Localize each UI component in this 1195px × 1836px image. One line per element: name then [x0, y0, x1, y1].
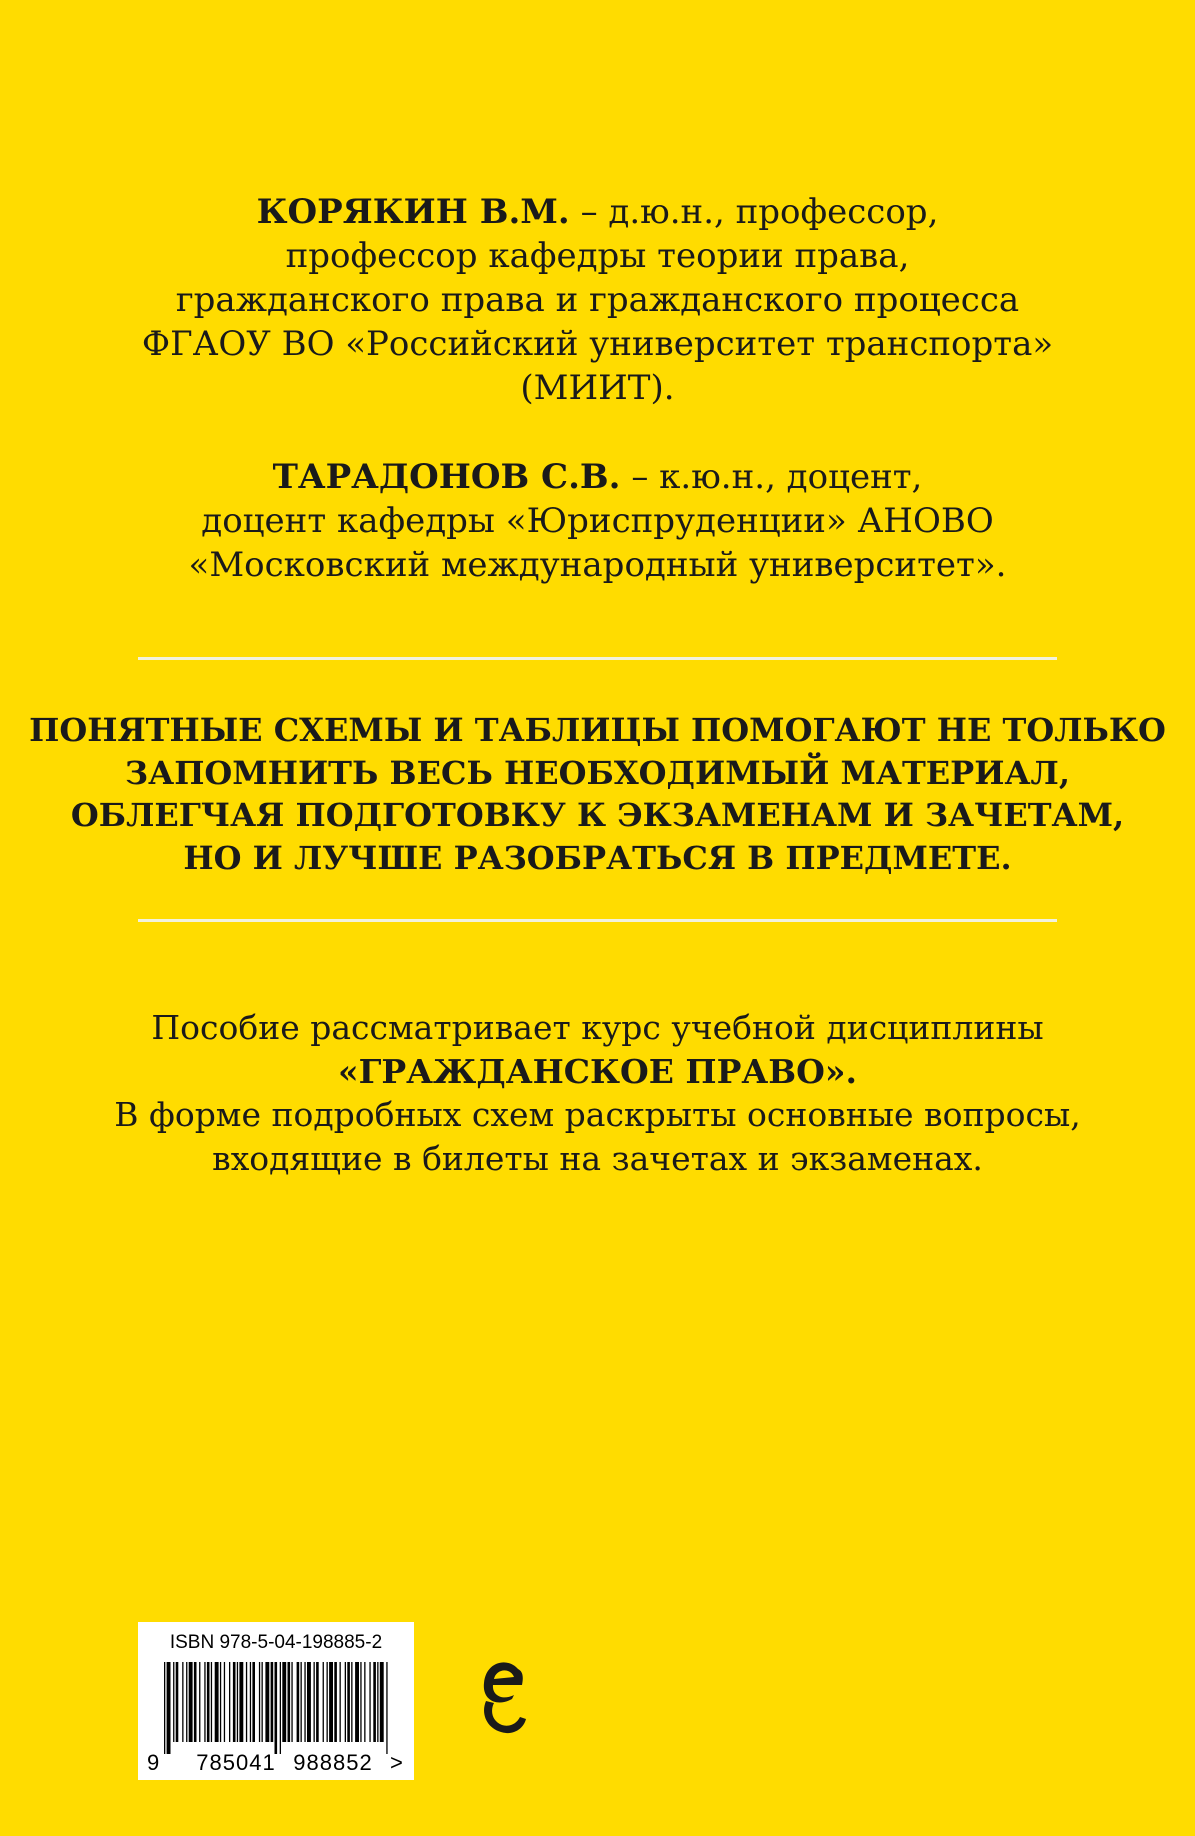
- author-1-line-5: (МИИТ).: [520, 368, 675, 408]
- divider-top: [138, 657, 1057, 660]
- author-1-line-3: гражданского права и гражданского процесса: [175, 280, 1020, 320]
- isbn-barcode: [138, 1622, 414, 1780]
- divider-bottom: [138, 919, 1057, 922]
- author-1-name: КОРЯКИН В.М.: [256, 192, 570, 232]
- barcode-digits-group-2: 988852: [293, 1750, 373, 1775]
- author-2-line-3: «Московский международный университет».: [188, 545, 1007, 585]
- barcode-digit-first: 9: [147, 1750, 160, 1775]
- description-line-3: В форме подробных схем раскрыты основные вопросы,: [114, 1095, 1081, 1134]
- author-1-line-2: профессор кафедры теории права,: [285, 236, 910, 276]
- author-1-line-4: ФГАОУ ВО «Российский университет транспорта»: [141, 324, 1054, 364]
- publisher-e-icon: [478, 1657, 528, 1737]
- tagline: [0, 709, 1195, 879]
- barcode-digits-group-1: 785041: [196, 1750, 276, 1775]
- author-2-name: ТАРАДОНОВ С.В.: [272, 457, 621, 497]
- author-2-bio: [0, 455, 1195, 587]
- tagline-line-4: НО И ЛУЧШЕ РАЗОБРАТЬСЯ В ПРЕДМЕТЕ.: [183, 838, 1012, 877]
- tagline-line-1: ПОНЯТНЫЕ СХЕМЫ И ТАБЛИЦЫ ПОМОГАЮТ НЕ ТОЛЬКО: [29, 711, 1166, 749]
- description-line-1: Пособие рассматривает курс учебной дисциплины: [151, 1008, 1044, 1047]
- author-1-bio: [0, 190, 1195, 410]
- description-line-4: входящие в билеты на зачетах и экзаменах.: [212, 1138, 983, 1178]
- tagline-line-3: ОБЛЕГЧАЯ ПОДГОТОВКУ К ЭКЗАМЕНАМ И ЗАЧЕТАМ,: [70, 796, 1125, 834]
- author-1-line-1: КОРЯКИН В.М. – д.ю.н., профессор,: [256, 192, 939, 232]
- author-2-line-1: ТАРАДОНОВ С.В. – к.ю.н., доцент,: [272, 457, 923, 497]
- barcode-bars: [164, 1662, 388, 1754]
- description: [0, 1006, 1195, 1180]
- isbn-label: ISBN 978-5-04-198885-2: [169, 1632, 383, 1653]
- author-2-line-2: доцент кафедры «Юриспруденции» АНОВО: [201, 501, 994, 541]
- barcode-end-marker: >: [390, 1750, 403, 1775]
- course-title: «ГРАЖДАНСКОЕ ПРАВО».: [337, 1051, 858, 1091]
- tagline-line-2: ЗАПОМНИТЬ ВЕСЬ НЕОБХОДИМЫЙ МАТЕРИАЛ,: [125, 753, 1070, 792]
